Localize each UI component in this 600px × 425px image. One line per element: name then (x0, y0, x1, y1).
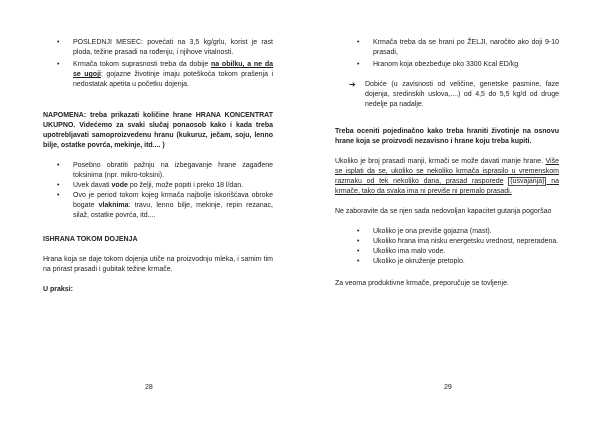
page-number: 28 (145, 384, 153, 391)
list-item: • Krmača treba da se hrani po ŽELJI, naročito ako doji 9-10 prasadi, (357, 39, 559, 56)
arrow-right-icon: ➔ (349, 80, 356, 89)
left-page-column (43, 38, 273, 295)
list-item: • Uvek davati vode po želji, može popiti i preko 18 l/dan. (57, 182, 244, 189)
closing-paragraph: Za veoma produktivne krmače, preporučuje se tovljenje. (335, 280, 509, 287)
list-item: • Ukoliko je ona previše gojazna (mast). (357, 228, 492, 235)
note-paragraph: NAPOMENA: treba prikazati količine hrane HRANA KONCENTRAT UKUPNO. Videćemo za svaki slučaj ponaosob kako i kada treba upotrebljavati samoproizvedenu hranu (kukuruz, ječam, soju, lenno bilje, ostatke povrća, mekinje, itd.... ) (43, 112, 273, 149)
list-item: • Ovo je period tokom kojeg krmača najbolje iskorišćava obroke bogate vlaknima: travu, lenno bilje, mekinje, repin rezanac, silaž, ostatke povrća, itd.... (57, 192, 273, 219)
bold-paragraph: Treba oceniti pojedinačno kako treba hraniti životinje na osnovu hrane koja se proizvodi nezavisno i hrane koju treba kupiti. (335, 128, 559, 145)
section-heading: ISHRANA TOKOM DOJENJA (43, 236, 138, 243)
highlight-box: (usvajanja) (510, 178, 545, 185)
body-paragraph: Hrana koja se daje tokom dojenja utiče na proizvodnju mleka, i samim tim na prirast prasadi i gubitak težine krmače. (43, 256, 273, 273)
right-bullets-b (335, 227, 559, 267)
list-item: • Krmača tokom suprasnosti treba da dobije na obilku, a ne da se ugoji: gojazne životinje imaju poteškoća tokom prašenja i nedostatak apetita u početku dojenja. (57, 61, 273, 88)
body-paragraph: Ukoliko je broj prasadi manji, krmači se može davati manje hrane. Više se isplati da se, ukoliko se nekoliko krmača isprasilo u vremenskom razmaku od tek nekoliko dana, prasad rasporede (usvajanja) na krmače, tako da svaka ima ni previše ni premalo prasadi. (335, 158, 559, 195)
subheading: U praksi: (43, 286, 73, 293)
page-number: 29 (444, 384, 452, 391)
right-bullets-a (335, 38, 559, 70)
body-paragraph: Ne zaboravite da se njen sada nedovoljan kapacitet gutanja pogoršao (335, 208, 552, 215)
list-item: • Hranom koja obezbeđuje oko 3300 Kcal ED/kg (357, 61, 519, 68)
left-bullets-b (43, 161, 273, 221)
list-item: • Ukoliko ima malo vode. (357, 248, 446, 255)
right-page-column (335, 38, 559, 289)
left-bullets-a (43, 38, 273, 90)
list-item: • Ukoliko hrana ima nisku energetsku vrednost, nepreradena. (357, 238, 559, 245)
list-item: • Ukoliko je okruženje pretoplo. (357, 258, 465, 265)
list-item: • Posebno obratiti pažnju na izbegavanje hrane zagađene toksinima (npr. mikro-toksini). (57, 162, 273, 179)
arrow-paragraph: ➔ Dobiće (u zavisnosti od veličine, genetske pasmine, faze dojenja, sredinskih uslova,....) od 4,5 do 5,5 kg/d od druge nedelje pa nadalje. (349, 80, 559, 108)
list-item: • POSLEDNJI MESEC: povećati na 3,5 kg/grlu, korist je rast ploda, težine prasadi na rođenju, i njihove vitalnosti. (57, 39, 273, 56)
right-page (300, 0, 600, 425)
